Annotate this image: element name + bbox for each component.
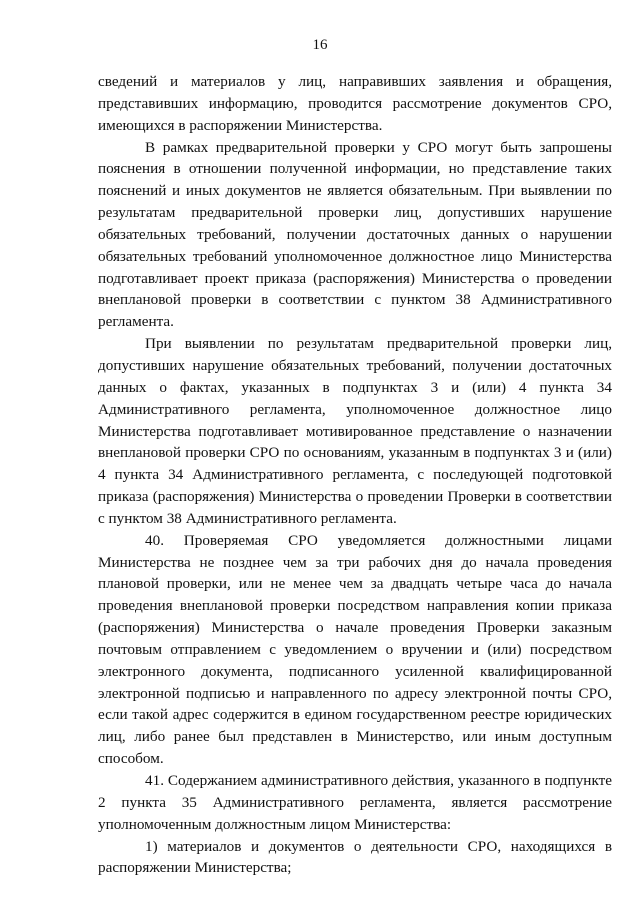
paragraph-continuation: сведений и материалов у лиц, направивших заявления и обращения, представивших информацию, проводится рассмотрение документов СРО, имеющихся в распоряжении Министерства. bbox=[98, 73, 612, 134]
paragraph-subitem-1: 1) материалов и документов о деятельности СРО, находящихся в распоряжении Министерства; bbox=[98, 837, 612, 877]
paragraph-preliminary-check: В рамках предварительной проверки у СРО могут быть запрошены пояснения в отношении полученной информации, но представление таких пояснений и иных документов не является обязательным. При выявлении по результатам предварительной проверки лиц, допустивших нарушение обязательных требований, получении достаточных данных о нарушении обязательных требований уполномоченное должностное лицо Министерства подготавливает проект приказа (распоряжения) Министерства о проведении внеплановой проверки в соответствии с пунктом 38 Административного регламента. bbox=[98, 138, 612, 331]
paragraph-item-41: 41. Содержанием административного действия, указанного в подпункте 2 пункта 35 Административного регламента, является рассмотрение уполномоченным должностным лицом Министерства: bbox=[98, 772, 612, 833]
paragraph-item-40: 40. Проверяемая СРО уведомляется должностными лицами Министерства не позднее чем за три рабочих дня до начала проведения плановой проверки, или не менее чем за двадцать четыре часа до начала проведения внеплановой проверки посредством направления копии приказа (распоряжения) Министерства о начале проведения Проверки заказным почтовым отправлением с уведомлением о вручении и (или) посредством электронного документа, подписанного усиленной квалифицированной электронной подписью и направленного по адресу электронной почты СРО, если такой адрес содержится в едином государственном реестре юридических лиц, либо ранее был представлен в Министерство, или иным доступным способом. bbox=[98, 531, 612, 768]
document-body bbox=[98, 71, 612, 879]
paragraph-violation-detection: При выявлении по результатам предварительной проверки лиц, допустивших нарушение обязательных требований, получении достаточных данных о фактах, указанных в подпунктах 3 и (или) 4 пункта 34 Административного регламента, уполномоченное должностное лицо Министерства подготавливает мотивированное представление о назначении внеплановой проверки СРО по основаниям, указанным в подпунктах 3 и (или) 4 пункта 34 Административного регламента, с последующей подготовкой приказа (распоряжения) Министерства о проведении Проверки в соответствии с пунктом 38 Административного регламента. bbox=[98, 335, 612, 527]
page-number: 16 bbox=[312, 37, 328, 53]
